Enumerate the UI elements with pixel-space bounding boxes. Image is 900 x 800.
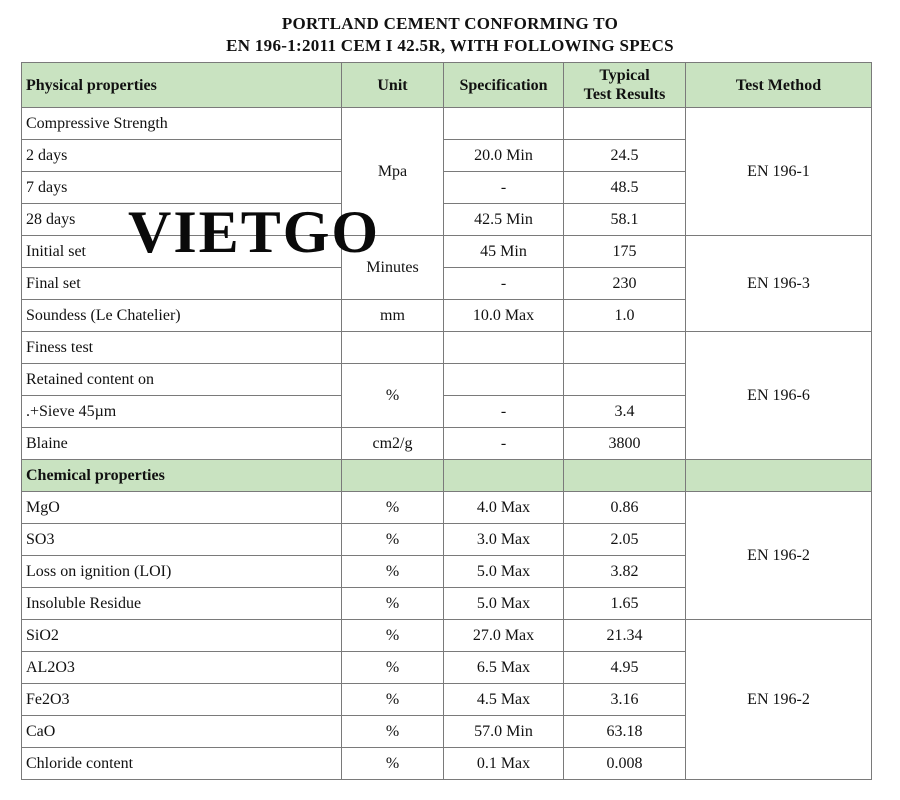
chemical-group2-test-method: EN 196-2 [686,620,872,780]
row-unit: % [342,588,444,620]
row-spec: 3.0 Max [444,524,564,556]
row-unit: % [342,652,444,684]
row-label: Insoluble Residue [22,588,342,620]
row-spec: - [444,428,564,460]
chemical-group1-test-method: EN 196-2 [686,492,872,620]
row-spec: 57.0 Min [444,716,564,748]
header-typical-line-1: Typical [599,67,650,84]
row-spec: 4.5 Max [444,684,564,716]
retained-content-label: Retained content on [22,364,342,396]
row-result: 3.82 [564,556,686,588]
table-row [22,620,872,652]
row-label: Initial set [22,236,342,268]
row-spec: - [444,172,564,204]
row-result: 63.18 [564,716,686,748]
row-spec: 42.5 Min [444,204,564,236]
row-spec: 0.1 Max [444,748,564,780]
row-result: 3.16 [564,684,686,716]
row-unit: % [342,620,444,652]
row-spec: 10.0 Max [444,300,564,332]
row-spec: 6.5 Max [444,652,564,684]
row-spec: - [444,268,564,300]
row-label: Final set [22,268,342,300]
fineness-test-method: EN 196-6 [686,332,872,460]
table-row [22,108,872,140]
table-row [22,492,872,524]
row-result: 0.008 [564,748,686,780]
compressive-test-method: EN 196-1 [686,108,872,236]
blaine-unit: cm2/g [342,428,444,460]
chemical-properties-header: Chemical properties [22,460,342,492]
row-result: 58.1 [564,204,686,236]
row-result: 1.65 [564,588,686,620]
row-result: 230 [564,268,686,300]
row-label: SiO2 [22,620,342,652]
row-spec: 5.0 Max [444,588,564,620]
header-typical-results [564,63,686,108]
compressive-unit: Mpa [342,108,444,236]
sieve-label: .+Sieve 45µm [22,396,342,428]
row-spec: 5.0 Max [444,556,564,588]
row-label: 2 days [22,140,342,172]
header-physical-properties: Physical properties [22,63,342,108]
row-result: 21.34 [564,620,686,652]
setting-unit: Minutes [342,236,444,300]
row-label: 7 days [22,172,342,204]
row-result: 1.0 [564,300,686,332]
header-specification: Specification [444,63,564,108]
row-label: MgO [22,492,342,524]
sieve-unit: % [342,364,444,428]
row-result: 0.86 [564,492,686,524]
row-result: 175 [564,236,686,268]
vietgo-watermark: VIETGO [128,199,381,265]
row-label: Loss on ignition (LOI) [22,556,342,588]
row-unit: % [342,492,444,524]
row-result: 3.4 [564,396,686,428]
row-label: Chloride content [22,748,342,780]
table-header-row [22,63,872,108]
header-test-method: Test Method [686,63,872,108]
row-unit: mm [342,300,444,332]
row-spec: 20.0 Min [444,140,564,172]
table-row [22,332,872,364]
row-unit: % [342,524,444,556]
row-label: Fe2O3 [22,684,342,716]
row-label: Soundess (Le Chatelier) [22,300,342,332]
row-result: 48.5 [564,172,686,204]
row-result: 4.95 [564,652,686,684]
table-row [22,236,872,268]
header-typical-line-2: Test Results [583,86,666,103]
setting-test-method: EN 196-3 [686,236,872,332]
blaine-label: Blaine [22,428,342,460]
row-spec: 45 Min [444,236,564,268]
row-unit: % [342,716,444,748]
row-label: SO3 [22,524,342,556]
row-spec: 4.0 Max [444,492,564,524]
row-unit: % [342,684,444,716]
chemical-section-row [22,460,872,492]
fineness-label: Finess test [22,332,342,364]
row-unit: % [342,748,444,780]
row-result: 3800 [564,428,686,460]
row-unit: % [342,556,444,588]
row-label: AL2O3 [22,652,342,684]
row-spec: 27.0 Max [444,620,564,652]
document-title-line-2: EN 196-1:2011 CEM I 42.5R, WITH FOLLOWING SPECS [226,36,674,55]
row-result: 24.5 [564,140,686,172]
document-title-line-1: PORTLAND CEMENT CONFORMING TO [281,14,619,33]
row-spec: - [444,396,564,428]
header-unit: Unit [342,63,444,108]
row-label: CaO [22,716,342,748]
spec-table [21,62,872,780]
compressive-strength-label: Compressive Strength [22,108,342,140]
row-label: 28 days [22,204,342,236]
row-result: 2.05 [564,524,686,556]
